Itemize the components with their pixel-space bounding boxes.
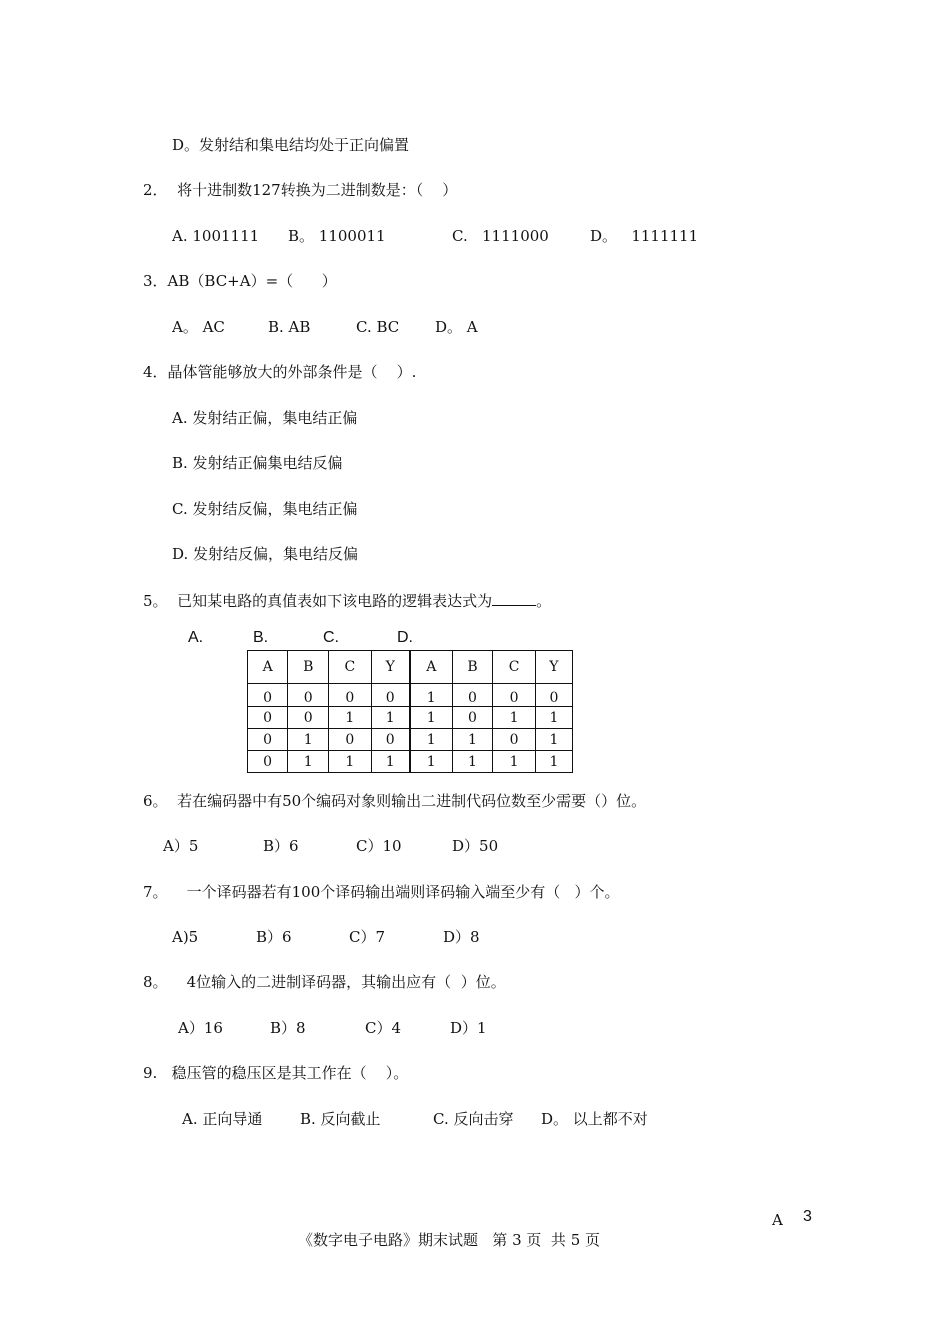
q9-option-d: D。 以上都不对 (541, 1110, 648, 1128)
header-cell: A (248, 651, 288, 684)
q7-question: 7。 一个译码器若有100个译码输出端则译码输入端至少有（ ）个。 (143, 883, 620, 901)
table-row (248, 707, 573, 729)
q2-option-c: C. 1111000 (452, 227, 549, 245)
table-cell: 1 (288, 729, 329, 751)
table-cell: 1 (371, 751, 410, 773)
table-cell: 0 (288, 707, 329, 729)
table-cell: 0 (371, 684, 410, 707)
table-row (248, 751, 573, 773)
table-cell: 1 (329, 751, 371, 773)
q7-option-d: D）8 (443, 928, 480, 946)
table-cell: 0 (248, 751, 288, 773)
table-cell: 0 (452, 707, 493, 729)
q8-question: 8。 4位输入的二进制译码器，其输出应有（ ）位。 (143, 973, 506, 991)
q4-option-d: D. 发射结反偏，集电结反偏 (172, 545, 359, 563)
table-cell: 1 (288, 751, 329, 773)
header-cell: Y (535, 651, 572, 684)
table-cell: 1 (410, 751, 452, 773)
table-cell: 1 (410, 707, 452, 729)
q3-option-a: A。 AC (172, 318, 225, 336)
q7-option-a: A)5 (172, 928, 199, 946)
page-footer: 《数字电子电路》期末试题 第 3 页 共 5 页 (298, 1231, 601, 1249)
truth-table-header (248, 651, 573, 684)
table-cell: 0 (493, 684, 535, 707)
q9-option-b: B. 反向截止 (300, 1110, 381, 1128)
q9-option-c: C. 反向击穿 (433, 1110, 514, 1128)
q6-option-a: A）5 (163, 837, 199, 855)
corner-letter: A (772, 1211, 783, 1229)
table-cell: 0 (535, 684, 572, 707)
q8-option-a: A）16 (178, 1019, 223, 1037)
q2-option-a: A. 1001111 (172, 227, 260, 245)
table-cell: 1 (410, 729, 452, 751)
table-cell: 0 (248, 684, 288, 707)
table-cell: 1 (452, 729, 493, 751)
q5-option-a: A. (188, 629, 204, 646)
table-cell: 0 (371, 729, 410, 751)
table-cell: 0 (288, 684, 329, 707)
q4-option-a: A. 发射结正偏，集电结正偏 (172, 409, 358, 427)
table-cell: 1 (535, 751, 572, 773)
table-cell: 1 (535, 729, 572, 751)
table-cell: 1 (410, 684, 452, 707)
q2-question: 2． 将十进制数127转换为二进制数是：（ ） (143, 181, 458, 199)
q5-question: 5。 已知某电路的真值表如下该电路的逻辑表达式为 。 (143, 592, 552, 610)
corner-number: 3 (803, 1208, 812, 1225)
q6-option-c: C）10 (356, 837, 402, 855)
table-cell: 1 (452, 751, 493, 773)
q3-option-d: D。 A (435, 318, 478, 336)
table-cell: 1 (535, 707, 572, 729)
table-cell: 0 (248, 729, 288, 751)
table-cell: 1 (329, 707, 371, 729)
table-cell: 1 (371, 707, 410, 729)
q8-option-b: B）8 (270, 1019, 306, 1037)
table-cell: 0 (329, 729, 371, 751)
header-cell: C (493, 651, 535, 684)
table-cell: 0 (493, 729, 535, 751)
header-cell: Y (371, 651, 410, 684)
answer-blank (492, 591, 536, 606)
q3-option-b: B. AB (268, 318, 311, 336)
q6-option-b: B）6 (263, 837, 299, 855)
header-cell: A (410, 651, 452, 684)
header-cell: C (329, 651, 371, 684)
q8-option-c: C）4 (365, 1019, 402, 1037)
table-cell: 0 (452, 684, 493, 707)
header-cell: B (452, 651, 493, 684)
table-cell: 1 (493, 751, 535, 773)
q9-option-a: A. 正向导通 (182, 1110, 263, 1128)
table-row (248, 729, 573, 751)
q8-option-d: D）1 (450, 1019, 487, 1037)
table-cell: 1 (493, 707, 535, 729)
q2-option-d: D。 1111111 (590, 227, 699, 245)
q7-option-c: C）7 (349, 928, 386, 946)
q6-question: 6。 若在编码器中有50个编码对象则输出二进制代码位数至少需要（）位。 (143, 792, 647, 810)
q1-option-d: D。发射结和集电结均处于正向偏置 (172, 136, 410, 154)
q3-question: 3．AB（BC+A）=（ ） (143, 272, 337, 290)
q7-option-b: B）6 (256, 928, 292, 946)
q5-option-d: D. (397, 629, 413, 646)
q6-option-d: D）50 (452, 837, 499, 855)
q5-option-b: B. (253, 629, 269, 646)
q2-option-b: B。 1100011 (288, 227, 386, 245)
header-cell: B (288, 651, 329, 684)
q4-question: 4．晶体管能够放大的外部条件是（ ）. (143, 363, 417, 381)
q5-option-c: C. (323, 629, 339, 646)
table-cell: 0 (329, 684, 371, 707)
q3-option-c: C. BC (356, 318, 400, 336)
q9-question: 9. 稳压管的稳压区是其工作在（ ）。 (143, 1064, 409, 1082)
table-cell: 0 (248, 707, 288, 729)
q4-option-c: C. 发射结反偏，集电结正偏 (172, 500, 358, 518)
q4-option-b: B. 发射结正偏集电结反偏 (172, 454, 343, 472)
table-row (248, 684, 573, 707)
truth-table (247, 650, 573, 773)
